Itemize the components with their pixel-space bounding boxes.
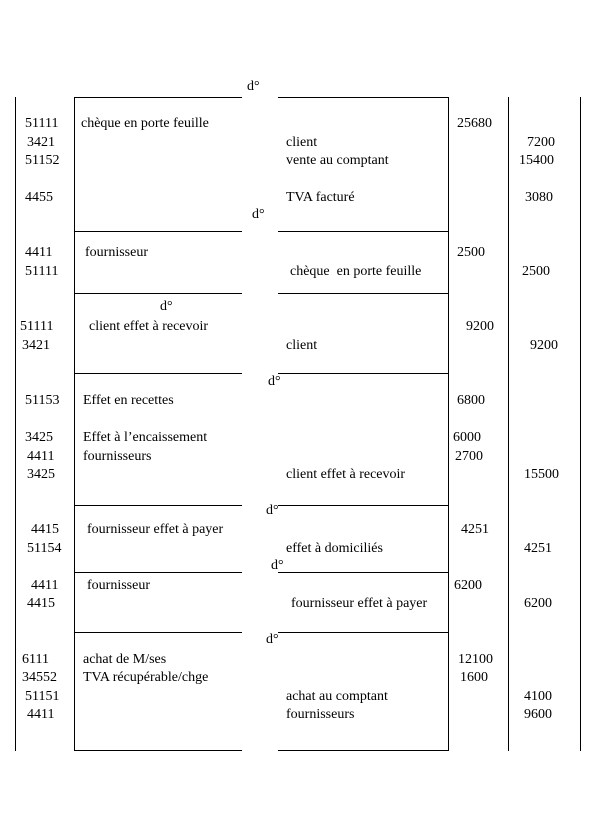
ditto-mark: d° [160,299,173,314]
credit-label: effet à domiciliés [286,541,383,556]
credit-label: chèque en porte feuille [290,264,422,279]
right-border-rule [580,97,581,751]
entry-separator-right [278,373,448,374]
account-number: 4415 [31,522,59,537]
entry-separator-left [74,373,242,374]
entry-separator-left [74,293,242,294]
account-number: 3421 [22,338,50,353]
entry-separator-right [278,505,448,506]
account-number: 4455 [25,190,53,205]
entry-separator-left [74,572,242,573]
credit-label: fournisseurs [286,707,355,722]
credit-amount: 9600 [524,707,552,722]
entry-separator-left [74,231,242,232]
account-number: 51154 [27,541,62,556]
debit-label: fournisseur [87,578,150,593]
credit-label: vente au comptant [286,153,389,168]
account-number: 4415 [27,596,55,611]
account-number: 51152 [25,153,60,168]
account-number: 3425 [27,467,55,482]
credit-label: TVA facturé [286,190,355,205]
credit-label: achat au comptant [286,689,388,704]
entry-separator-right [278,293,448,294]
ditto-mark: d° [271,558,284,573]
debit-label: achat de M/ses [83,652,167,667]
entry-separator-left [74,97,242,98]
account-number: 4411 [27,449,55,464]
debit-label: client effet à recevoir [89,319,209,334]
debit-amount: 4251 [461,522,489,537]
credit-amount: 4100 [524,689,552,704]
closing-rule-left [74,750,242,751]
debit-column-rule [508,97,509,751]
debit-amount: 1600 [460,670,488,685]
debit-label: chèque en porte feuille [81,116,209,131]
left-border-rule [15,97,16,751]
credit-amount: 4251 [524,541,552,556]
credit-label: client [286,338,318,353]
debit-amount: 2700 [455,449,483,464]
credit-label: client effet à recevoir [286,467,406,482]
debit-label: Effet en recettes [83,393,174,408]
account-number: 34552 [22,670,57,685]
entry-separator-right [278,97,448,98]
ditto-mark: d° [252,207,265,222]
debit-amount: 2500 [457,245,485,260]
debit-amount: 6200 [454,578,482,593]
ditto-mark: d° [266,632,279,647]
credit-amount: 7200 [527,135,555,150]
debit-label: TVA récupérable/chge [83,670,209,685]
account-number: 4411 [31,578,59,593]
entry-separator-left [74,632,242,633]
account-column-rule [74,97,75,751]
account-number: 51151 [25,689,60,704]
credit-amount: 9200 [530,338,558,353]
credit-amount: 2500 [522,264,550,279]
debit-label: fournisseurs [83,449,152,464]
debit-amount: 6000 [453,430,481,445]
credit-amount: 6200 [524,596,552,611]
account-number: 51111 [20,319,54,334]
account-number: 51153 [25,393,60,408]
entry-separator-right [278,231,448,232]
debit-amount: 6800 [457,393,485,408]
entry-separator-left [74,505,242,506]
account-number: 3421 [27,135,55,150]
credit-label: client [286,135,318,150]
debit-amount: 25680 [457,116,492,131]
debit-amount: 12100 [458,652,493,667]
ditto-mark: d° [247,79,260,94]
closing-rule-right [278,750,448,751]
credit-amount: 15500 [524,467,559,482]
debit-label: Effet à l’encaissement [83,430,208,445]
account-number: 51111 [25,264,59,279]
debit-label: fournisseur [85,245,148,260]
account-number: 3425 [25,430,53,445]
account-number: 4411 [25,245,53,260]
label-column-rule [448,97,449,751]
debit-label: fournisseur effet à payer [87,522,224,537]
credit-amount: 3080 [525,190,553,205]
account-number: 4411 [27,707,55,722]
account-number: 6111 [22,652,49,667]
ditto-mark: d° [268,374,281,389]
entry-separator-right [278,572,448,573]
entry-separator-right [278,632,448,633]
ditto-mark: d° [266,503,279,518]
credit-label: fournisseur effet à payer [291,596,428,611]
account-number: 51111 [25,116,59,131]
credit-amount: 15400 [519,153,554,168]
debit-amount: 9200 [466,319,494,334]
